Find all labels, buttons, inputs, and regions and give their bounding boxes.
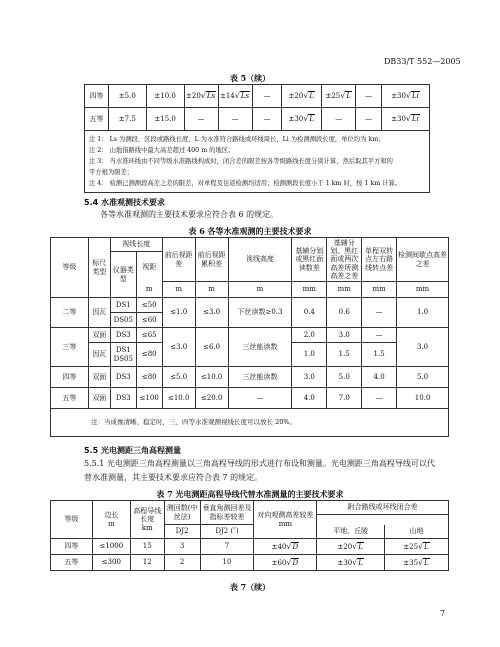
- table5-notes-row: [85, 131, 430, 193]
- table-row: 五等 ±7.5 ±15.0 — — — ±30√L — — ±30√Li: [85, 108, 430, 131]
- table6-caption: 表 6 各等水准观测的主要技术要求: [188, 226, 312, 236]
- table-row: 四等 双面 DS3 ≤80 ≤5.0 ≤10.0 三丝能读数 3.0 5.0 4.0 5.0: [51, 367, 449, 388]
- table-row: 四等 ≤1000 15 3 7 ±40√D ±20√L ±25√L: [51, 539, 449, 555]
- page-number: 7: [440, 609, 446, 618]
- table-row: 五等 双面 DS3 ≤100 ≤10.0 ≤20.0 — 4.0 7.0 — 10.0: [51, 388, 449, 409]
- section-5-4-text: 各等水准观测的主要技术要求应符合表 6 的规定。: [100, 210, 279, 219]
- table-row: 三等 双面 DS3 ≤65 ≤3.0 ≤6.0 三丝能读数 2.0 3.0 — 3.0: [51, 328, 449, 343]
- table-row: 五等 ≤300 12 2 10 ±60√D ±30√L ±35√L: [51, 555, 449, 571]
- table-row: 四等 ±5.0 ±10.0 ±20√Ls ±14√Ls — ±20√L ±25√L — ±30√Li: [85, 85, 430, 108]
- table5: [84, 84, 430, 193]
- section-5-4-title: 5.4 水准观测技术要求: [84, 198, 165, 207]
- table6-note: 注：当成像清晰、稳定时，三、四等水准观测视线长度可以放长 20%。: [51, 409, 449, 437]
- table7-caption: 表 7 光电测距高程导线代替水准测量的主要技术要求: [156, 489, 344, 499]
- table6: 等级 标尺类型 视线长度 前后视距差 前后视距累积差 视线高度 基辅分划或黑红面读数差 基辅分划、黑红面或两次高差所测高差之差 单程双转点左右路线转点差 检测间歇点高差之差 仪器类型 视距 m m m m mm mm mm mm 二等 因瓦 DS1 ≤50 ≤1.0 ≤3.0 下丝读数≥0.3 0.4 0.6 — 1.0 DS05 ≤60 三等 双面 DS3 ≤65 ≤3.0 ≤6.0 三丝能读数 2.0 3.0 — 3.0 因瓦 DS1 DS05 ≤80 1.0 1.5 1.5 四等 双面 DS3 ≤80 ≤5.0 ≤10.0 三丝能读数 3.0 5.0 4.0 5.0 五等 双面 DS3 ≤100 ≤10.0 ≤20.0 — 4.0 7.0 — 10.0 注：当成像清晰、稳定时，三、四等水准观测视线长度可以放长 20%。: [50, 237, 449, 437]
- table7: 等级 边长 m 高程导线长度 km 测回数(中丝法) 垂直角测回差及指标差较差 对向观测高差较差 mm 附合路线或环线闭合差 DJ2 DJ2 (″) 平地、丘陵 山地 四等 ≤1000 15 3 7 ±40√D ±20√L ±25√L 五等 ≤300 12 2 10 ±60√D ±30√L ±35√L: [50, 500, 449, 571]
- standard-id: DB33/T 552—2005: [384, 57, 461, 66]
- table5-notes: 注 1： Ls 为测段、区段或路线长度，L 为水准符合路线或环线周长，Li 为检测测段长度，单位均为 km； 注 2： 山地指路线中最大高差超过 400 m 的地区； 注 3： 当水准环线由不同等级水准路线构成时，闭合差的限差按各等级路线长度分别计算，然后取其平方和的 平方根为限差； 注 4： 检测已测测段高差之差的限差，对单程及往返检测均适用；检测测段长度小于 1 km 时，按 1 km 计算。: [89, 136, 402, 187]
- table-row: 因瓦 DS1 DS05 ≤80 1.0 1.5 1.5: [51, 343, 449, 367]
- table5-caption: 表 5（续）: [229, 73, 271, 83]
- section-5-5-1-text: 5.5.1 光电测距三角高程测量以三角高程导线的形式进行布设和测量。光电测距三角高程导线可以代: [84, 459, 435, 468]
- section-5-5-title: 5.5 光电测距三角高程测量: [84, 446, 181, 455]
- section-5-5-1-text-cont: 替水准测量，其主要技术要求应符合表 7 的规定。: [84, 473, 263, 482]
- table6-note-row: [51, 409, 449, 437]
- table-row: 二等 因瓦 DS1 ≤50 ≤1.0 ≤3.0 下丝读数≥0.3 0.4 0.6 — 1.0: [51, 298, 449, 313]
- table7-continued: 表 7（续）: [229, 582, 271, 592]
- table-row: DS05 ≤60: [51, 313, 449, 328]
